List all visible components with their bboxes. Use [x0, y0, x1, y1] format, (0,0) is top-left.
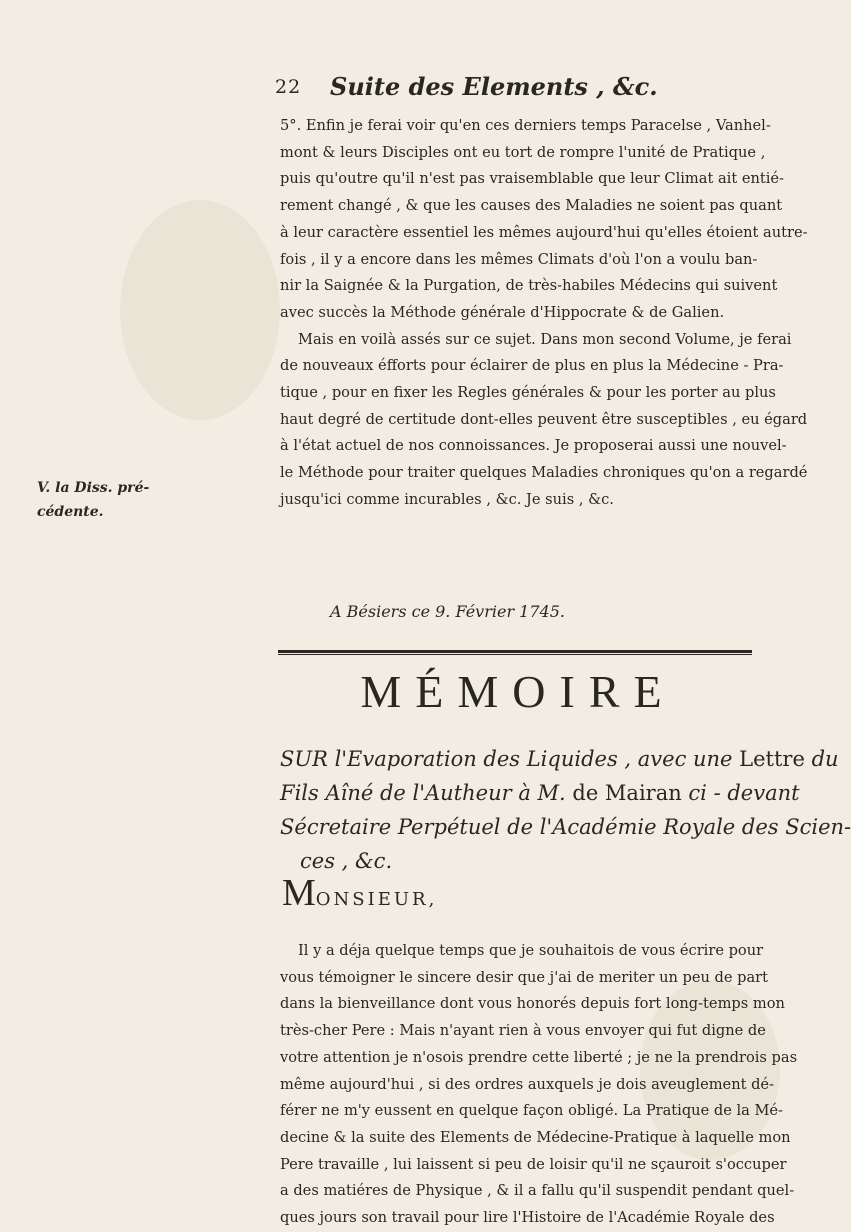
text-line: vous témoigner le sincere desir que j'ai de meriter un peu de part	[280, 968, 769, 986]
text-line: a des matiéres de Physique , & il a fallu qu'il suspendit pendant quel-	[280, 1182, 795, 1200]
text-line: même aujourd'hui , si des ordres auxquels je dois aveuglement dé-	[280, 1075, 774, 1093]
subtitle-line: Sécretaire Perpétuel de l'Académie Royale des Scien-	[280, 815, 851, 839]
text-line: decine & la suite des Elements de Médecine-Pratique à laquelle mon	[280, 1128, 791, 1146]
subtitle-text: de Mairan	[572, 781, 682, 805]
margin-note-line: V. la Diss. pré-	[37, 480, 150, 496]
text-line: puis qu'outre qu'il n'est pas vraisemblable que leur Climat ait entié-	[280, 170, 784, 188]
page-header	[275, 72, 745, 106]
dateline: A Bésiers ce 9. Février 1745.	[330, 602, 565, 621]
text-line: à leur caractère essentiel les mêmes aujourd'hui qu'elles étoient autre-	[280, 223, 808, 241]
paper-stain	[120, 200, 280, 420]
salutation-text: ONSIEUR,	[315, 889, 438, 910]
text-line: Il y a déja quelque temps que je souhaitois de vous écrire pour	[298, 942, 764, 959]
running-title: Suite des Elements , &c.	[330, 72, 658, 101]
text-line: avec succès la Méthode générale d'Hippocrate & de Galien.	[280, 303, 725, 321]
subtitle-text: ci - devant	[681, 781, 800, 805]
text-line: 5°. Enfin je ferai voir qu'en ces derniers temps Paracelse , Vanhel-	[280, 117, 771, 134]
text-line: fois , il y a encore dans les mêmes Climats d'où l'on a voulu ban-	[280, 250, 758, 268]
text-line: haut degré de certitude dont-elles peuvent être susceptibles , eu égard	[280, 410, 808, 428]
salutation	[282, 871, 437, 915]
subtitle-line: ces , &c.	[300, 849, 393, 873]
text-line: à l'état actuel de nos connoissances. Je proposerai aussi une nouvel-	[280, 437, 787, 455]
text-line: rement changé , & que les causes des Maladies ne soient pas quant	[280, 197, 783, 215]
subtitle-line	[280, 776, 800, 810]
text-line: tique , pour en fixer les Regles générales & pour les porter au plus	[280, 384, 776, 402]
text-line: le Méthode pour traiter quelques Maladies chroniques qu'on a regardé	[280, 464, 808, 482]
text-line: très-cher Pere : Mais n'ayant rien à vous envoyer qui fut digne de	[280, 1022, 766, 1040]
text-line: dans la bienveillance dont vous honorés depuis fort long-temps mon	[280, 995, 785, 1013]
body-top	[280, 113, 808, 514]
divider	[278, 654, 752, 655]
text-line: ques jours son travail pour lire l'Histoire de l'Académie Royale des	[280, 1209, 775, 1227]
margin-note-line: cédente.	[37, 504, 104, 520]
text-line: Mais en voilà assés sur ce sujet. Dans mon second Volume, je ferai	[298, 330, 792, 348]
subtitle-line	[280, 742, 839, 776]
text-line: Pere travaille , lui laissent si peu de loisir qu'il ne sçauroit s'occuper	[280, 1155, 787, 1173]
section-title: MÉMOIRE	[360, 666, 676, 717]
text-line: jusqu'ici comme incurables , &c. Je suis , &c.	[280, 490, 614, 508]
drop-initial: M	[282, 872, 316, 914]
subtitle-text: Fils Aîné de l'Autheur à M.	[280, 781, 573, 805]
page-number: 22	[275, 76, 302, 98]
text-line: de nouveaux éfforts pour éclairer de plus en plus la Médecine - Pra-	[280, 357, 784, 375]
letter-body	[280, 938, 798, 1232]
subtitle-text: du	[804, 747, 839, 771]
text-line: mont & leurs Disciples ont eu tort de rompre l'unité de Pratique ,	[280, 143, 766, 161]
divider	[278, 650, 752, 653]
subtitle-text: SUR l'Evaporation des Liquides , avec une	[280, 747, 740, 771]
text-line: votre attention je n'osois prendre cette liberté ; je ne la prendrois pas	[280, 1048, 798, 1066]
text-line: férer ne m'y eussent en quelque façon obligé. La Pratique de la Mé-	[280, 1102, 783, 1120]
text-line: nir la Saignée & la Purgation, de très-habiles Médecins qui suivent	[280, 277, 778, 295]
subtitle-text: Lettre	[739, 747, 805, 771]
